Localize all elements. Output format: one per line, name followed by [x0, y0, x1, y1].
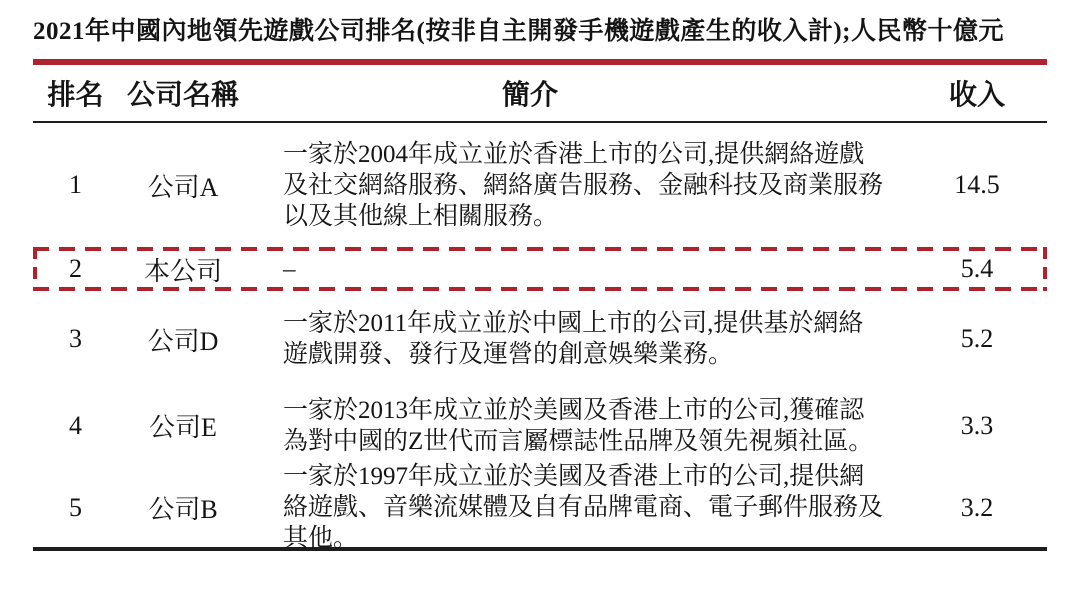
- header-company: 公司名稱: [126, 80, 239, 111]
- intro-cell: 一家於1997年成立並於美國及香港上市的公司,提供網絡遊戲、音樂流媒體及自有品牌電商、電子郵件服務及其他。: [283, 463, 884, 552]
- page-title: 2021年中國內地領先遊戲公司排名(按非自主開發手機遊戲產生的收入計);人民幣十億元: [33, 18, 1004, 45]
- header-rank: 排名: [47, 80, 104, 111]
- ranking-table-page: [0, 14, 1080, 590]
- rank-cell: 3: [69, 324, 82, 353]
- company-cell: 公司A: [147, 172, 219, 202]
- rank-cell: 2: [69, 254, 82, 283]
- intro-cell: –: [283, 255, 296, 283]
- table-row: [33, 295, 1047, 383]
- table-header-row: [33, 65, 1047, 121]
- company-cell: 本公司: [143, 256, 222, 286]
- rank-cell: 4: [69, 410, 82, 440]
- table-row-highlighted: [33, 247, 1047, 291]
- header-revenue: 收入: [948, 80, 1005, 111]
- revenue-cell: 5.2: [960, 324, 994, 353]
- revenue-cell: 3.3: [960, 410, 994, 440]
- revenue-cell: 3.2: [960, 492, 994, 522]
- company-cell: 公司E: [149, 413, 217, 442]
- rank-cell: 5: [69, 492, 82, 522]
- intro-cell: 一家於2011年成立並於中國上市的公司,提供基於網絡遊戲開發、發行及運營的創意娛樂業務。: [283, 310, 864, 368]
- intro-cell: 一家於2013年成立並於美國及香港上市的公司,獲確認為對中國的Z世代而言屬標誌性品牌及領先視頻社區。: [283, 396, 874, 455]
- table-row: [33, 463, 1047, 552]
- rank-cell: 1: [69, 170, 82, 199]
- revenue-cell: 5.4: [960, 254, 994, 283]
- intro-cell: 一家於2004年成立並於香港上市的公司,提供網絡遊戲及社交網絡服務、網絡廣告服務、金融科技及商業服務以及其他線上相關服務。: [283, 140, 884, 230]
- table-body: [33, 123, 1047, 552]
- revenue-cell: 14.5: [954, 170, 1000, 199]
- header-intro: 簡介: [501, 80, 558, 111]
- table-row: [33, 383, 1047, 468]
- table-row: [33, 123, 1047, 247]
- company-cell: 公司D: [147, 326, 219, 356]
- company-cell: 公司B: [148, 495, 218, 524]
